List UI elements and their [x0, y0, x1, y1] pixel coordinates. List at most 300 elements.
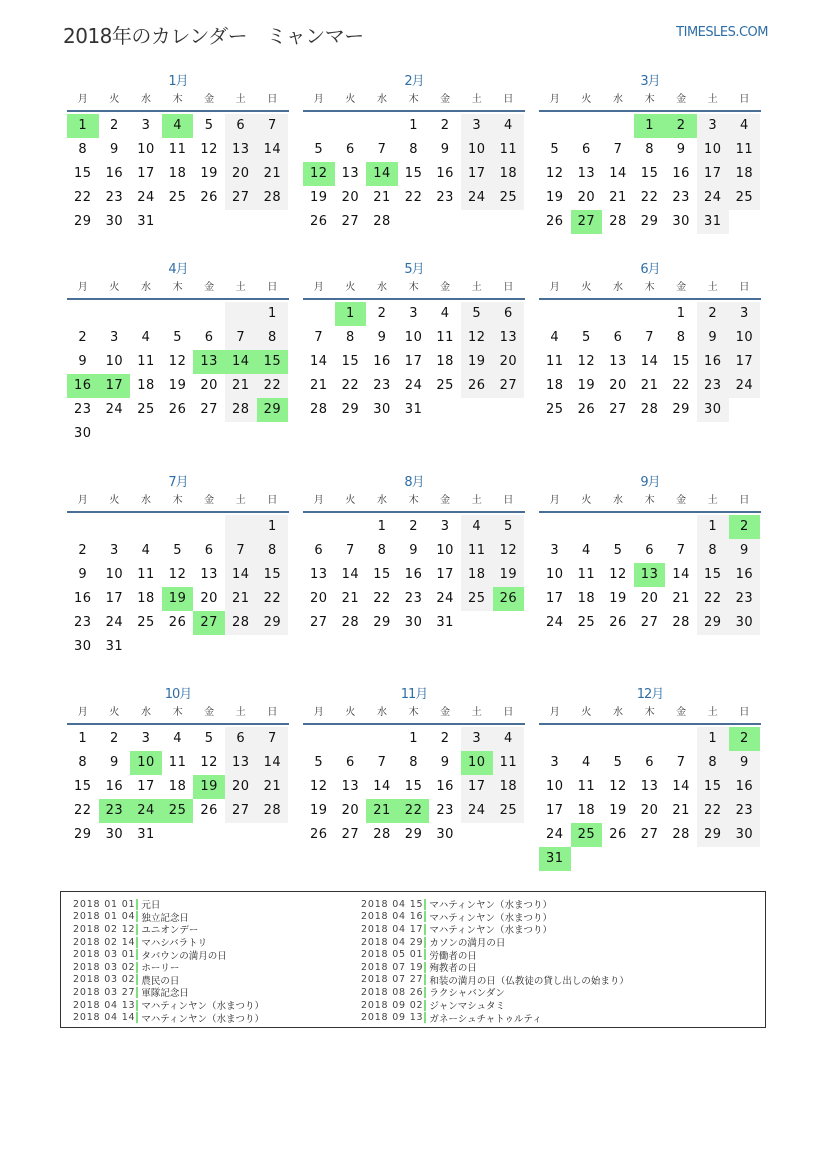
holiday-date: 2018 04 13	[73, 999, 136, 1011]
holiday-marker	[136, 987, 138, 998]
weekday-label: 木	[644, 282, 655, 293]
day-cell: 8	[409, 755, 418, 770]
day-grid	[67, 114, 289, 234]
holiday-marker	[136, 899, 138, 910]
empty-cell	[571, 302, 603, 326]
month-1	[67, 73, 289, 234]
day-cell: 6	[225, 727, 257, 751]
holiday-day-cell: 13	[193, 350, 225, 374]
holiday-row	[73, 923, 264, 936]
day-cell: 15	[341, 354, 360, 369]
header-divider	[303, 110, 525, 112]
header-divider	[539, 298, 761, 300]
day-cell: 28	[341, 615, 360, 630]
day-cell: 25	[137, 402, 155, 417]
day-cell: 23	[672, 190, 690, 205]
day-grid	[539, 114, 761, 234]
day-cell: 27	[200, 402, 218, 417]
month-2	[303, 73, 525, 234]
day-cell: 20	[577, 190, 596, 205]
day-cell: 8	[377, 543, 387, 558]
weekday-label: 水	[612, 282, 623, 293]
weekday-label: 水	[612, 707, 623, 718]
day-cell: 8	[346, 330, 355, 345]
day-cell: 13	[640, 779, 659, 794]
day-grid	[67, 515, 289, 659]
day-cell: 16	[697, 350, 729, 374]
day-cell: 17	[137, 166, 155, 181]
weekday-label: 土	[235, 282, 246, 293]
day-cell: 29	[373, 615, 391, 630]
day-cell: 9	[440, 142, 450, 157]
month-3	[539, 73, 761, 234]
day-cell: 28	[672, 827, 690, 842]
month-6	[539, 261, 761, 422]
day-cell: 27	[225, 799, 257, 823]
holiday-date: 2018 01 01	[73, 898, 136, 910]
day-cell: 6	[225, 114, 257, 138]
day-cell: 13	[577, 166, 596, 181]
weekday-label: 水	[376, 707, 387, 718]
day-cell: 26	[200, 803, 218, 818]
day-cell: 12	[200, 142, 218, 157]
empty-cell	[335, 727, 367, 751]
weekday-label: 水	[140, 282, 151, 293]
weekday-label: 月	[313, 282, 324, 293]
holiday-date: 2018 04 14	[73, 1012, 136, 1024]
day-cell: 16	[729, 563, 761, 587]
empty-cell	[571, 114, 603, 138]
month-name: 11月	[400, 687, 428, 702]
weekday-label: 木	[172, 94, 183, 105]
weekday-label: 月	[77, 707, 88, 718]
day-cell: 6	[493, 302, 525, 326]
day-cell: 9	[377, 330, 387, 345]
day-cell: 15	[640, 166, 659, 181]
weekday-label: 月	[313, 707, 324, 718]
day-cell: 19	[577, 378, 596, 393]
day-cell: 24	[461, 799, 493, 823]
day-cell: 8	[697, 751, 729, 775]
holiday-day-cell: 4	[162, 114, 194, 138]
day-cell: 20	[225, 162, 257, 186]
month-name: 8月	[404, 475, 424, 490]
day-cell: 21	[672, 591, 690, 606]
day-cell: 18	[493, 162, 525, 186]
weekday-label: 金	[676, 707, 687, 718]
holiday-row	[361, 986, 629, 999]
day-cell: 6	[204, 330, 214, 345]
day-cell: 30	[105, 827, 124, 842]
weekday-header	[303, 279, 525, 297]
holiday-name: マハティンヤン（水まつり）	[429, 925, 552, 937]
month-name: 9月	[640, 475, 660, 490]
day-cell: 21	[672, 803, 690, 818]
weekday-header	[303, 492, 525, 510]
day-grid	[67, 302, 289, 446]
day-cell: 26	[310, 214, 328, 229]
day-cell: 9	[409, 543, 418, 558]
day-cell: 20	[640, 591, 659, 606]
day-cell: 6	[314, 543, 324, 558]
day-grid	[539, 727, 761, 871]
day-cell: 23	[74, 615, 92, 630]
holiday-marker	[136, 949, 138, 960]
day-cell: 24	[137, 190, 155, 205]
day-cell: 4	[141, 543, 151, 558]
holiday-row	[361, 1011, 629, 1024]
day-cell: 16	[404, 567, 423, 582]
day-cell: 11	[436, 330, 454, 345]
day-cell: 28	[310, 402, 328, 417]
day-cell: 20	[200, 591, 218, 606]
weekday-label: 月	[77, 495, 88, 506]
site-logo[interactable]: TIMESLES.COM	[676, 25, 768, 40]
weekday-label: 火	[109, 707, 120, 718]
weekday-label: 月	[313, 94, 324, 105]
holiday-marker	[136, 962, 138, 973]
day-cell: 26	[200, 190, 218, 205]
holiday-row	[73, 961, 264, 974]
day-cell: 3	[409, 306, 418, 321]
holiday-row	[73, 974, 264, 987]
day-cell: 13	[341, 779, 360, 794]
day-cell: 28	[257, 186, 289, 210]
day-cell: 22	[74, 803, 92, 818]
day-cell: 14	[257, 751, 289, 775]
day-cell: 4	[582, 543, 591, 558]
day-cell: 29	[257, 611, 289, 635]
empty-cell	[130, 515, 162, 539]
month-name: 7月	[168, 475, 188, 490]
day-cell: 9	[78, 567, 88, 582]
weekday-label: 金	[440, 707, 451, 718]
holiday-date: 2018 03 02	[73, 961, 136, 973]
day-cell: 30	[404, 615, 423, 630]
weekday-label: 月	[549, 495, 560, 506]
day-cell: 12	[546, 166, 564, 181]
weekday-label: 土	[707, 94, 718, 105]
holiday-day-cell: 15	[257, 350, 289, 374]
month-11	[303, 686, 525, 847]
day-cell: 1	[78, 731, 88, 746]
day-cell: 4	[493, 727, 525, 751]
day-grid	[539, 515, 761, 635]
holiday-name: ガネーシュチャトゥルティ	[429, 1013, 542, 1025]
holiday-day-cell: 27	[193, 611, 225, 635]
day-cell: 3	[110, 543, 119, 558]
day-cell: 29	[640, 214, 659, 229]
day-cell: 3	[461, 114, 493, 138]
weekday-label: 火	[345, 707, 356, 718]
day-cell: 9	[676, 142, 686, 157]
weekday-header	[67, 704, 289, 722]
day-cell: 22	[373, 591, 391, 606]
weekday-label: 火	[109, 94, 120, 105]
day-cell: 19	[461, 350, 493, 374]
day-cell: 19	[609, 803, 627, 818]
day-cell: 26	[461, 374, 493, 398]
holiday-day-cell: 25	[571, 823, 603, 847]
month-name: 6月	[640, 262, 660, 277]
weekday-label: 土	[235, 94, 246, 105]
day-cell: 30	[105, 214, 124, 229]
day-cell: 5	[173, 543, 182, 558]
weekday-label: 日	[503, 495, 514, 506]
holiday-name: マハシバラトリ	[141, 938, 208, 950]
holiday-name: マハティンヤン（水まつり）	[429, 912, 552, 924]
day-cell: 19	[310, 803, 328, 818]
day-cell: 17	[546, 803, 564, 818]
day-cell: 23	[74, 402, 92, 417]
day-cell: 20	[341, 190, 360, 205]
day-cell: 15	[74, 166, 92, 181]
day-cell: 21	[257, 162, 289, 186]
day-cell: 14	[640, 354, 659, 369]
day-cell: 13	[493, 326, 525, 350]
day-cell: 1	[697, 515, 729, 539]
day-cell: 11	[168, 142, 187, 157]
weekday-label: 日	[267, 94, 278, 105]
day-cell: 18	[546, 378, 564, 393]
day-cell: 1	[676, 306, 686, 321]
day-grid	[303, 727, 525, 847]
day-cell: 25	[729, 186, 761, 210]
month-5	[303, 261, 525, 422]
day-cell: 31	[697, 210, 729, 234]
day-cell: 5	[613, 755, 623, 770]
weekday-label: 日	[503, 94, 514, 105]
day-cell: 27	[493, 374, 525, 398]
day-cell: 30	[373, 402, 391, 417]
day-cell: 30	[74, 426, 92, 441]
holiday-name: 軍隊記念日	[141, 988, 189, 1000]
empty-cell	[571, 515, 603, 539]
day-cell: 1	[697, 727, 729, 751]
holiday-name: 和装の満月の日（仏教徒の貸し出しの始まり）	[429, 975, 629, 987]
weekday-header	[67, 492, 289, 510]
day-cell: 7	[676, 755, 686, 770]
day-cell: 10	[436, 543, 454, 558]
day-cell: 23	[373, 378, 391, 393]
day-cell: 14	[310, 354, 328, 369]
day-cell: 29	[341, 402, 360, 417]
day-cell: 4	[729, 114, 761, 138]
day-cell: 10	[461, 138, 493, 162]
month-8	[303, 474, 525, 635]
day-cell: 8	[409, 142, 418, 157]
weekday-label: 土	[471, 94, 482, 105]
day-cell: 10	[105, 567, 124, 582]
day-cell: 8	[676, 330, 686, 345]
day-cell: 8	[257, 539, 289, 563]
day-cell: 7	[613, 142, 623, 157]
empty-cell	[225, 302, 257, 326]
day-cell: 12	[168, 567, 187, 582]
day-cell: 21	[225, 374, 257, 398]
day-cell: 24	[546, 615, 564, 630]
day-cell: 11	[546, 354, 564, 369]
day-cell: 5	[204, 731, 214, 746]
header-divider	[67, 110, 289, 112]
weekday-label: 金	[676, 94, 687, 105]
holiday-row	[361, 961, 629, 974]
weekday-label: 水	[612, 495, 623, 506]
day-cell: 5	[582, 330, 591, 345]
day-cell: 11	[137, 567, 155, 582]
day-cell: 15	[257, 563, 289, 587]
day-cell: 29	[672, 402, 690, 417]
weekday-header	[303, 704, 525, 722]
day-cell: 13	[341, 166, 360, 181]
weekday-label: 土	[471, 707, 482, 718]
day-cell: 4	[493, 114, 525, 138]
weekday-label: 火	[345, 282, 356, 293]
weekday-label: 水	[140, 495, 151, 506]
day-cell: 28	[640, 402, 659, 417]
day-cell: 2	[409, 519, 418, 534]
weekday-label: 月	[549, 282, 560, 293]
day-cell: 12	[609, 779, 627, 794]
day-cell: 7	[377, 142, 387, 157]
day-cell: 21	[225, 587, 257, 611]
holiday-marker	[424, 974, 426, 985]
holiday-name: ラクシャバンダン	[429, 988, 505, 1000]
day-cell: 15	[672, 354, 690, 369]
day-cell: 31	[105, 639, 124, 654]
day-cell: 26	[168, 615, 187, 630]
day-cell: 9	[729, 539, 761, 563]
day-cell: 14	[373, 779, 391, 794]
holiday-marker	[136, 937, 138, 948]
empty-cell	[634, 515, 666, 539]
weekday-label: 金	[204, 707, 215, 718]
day-cell: 29	[697, 611, 729, 635]
day-cell: 20	[609, 378, 627, 393]
day-cell: 15	[404, 166, 423, 181]
empty-cell	[602, 515, 634, 539]
weekday-label: 金	[676, 495, 687, 506]
header-divider	[303, 723, 525, 725]
day-grid	[67, 727, 289, 847]
holiday-name: カソンの満月の日	[429, 938, 506, 950]
weekday-label: 木	[408, 495, 419, 506]
day-cell: 26	[168, 402, 187, 417]
day-cell: 11	[577, 779, 596, 794]
empty-cell	[539, 727, 571, 751]
weekday-label: 月	[77, 282, 88, 293]
day-cell: 26	[310, 827, 328, 842]
day-cell: 31	[436, 615, 454, 630]
day-cell: 22	[640, 190, 659, 205]
weekday-label: 木	[408, 282, 419, 293]
empty-cell	[67, 515, 99, 539]
day-cell: 21	[310, 378, 328, 393]
weekday-label: 金	[440, 94, 451, 105]
day-cell: 29	[404, 827, 423, 842]
day-cell: 30	[436, 827, 454, 842]
day-cell: 23	[729, 587, 761, 611]
weekday-label: 水	[376, 94, 387, 105]
day-cell: 11	[137, 354, 155, 369]
weekday-label: 火	[345, 495, 356, 506]
holiday-marker	[424, 1000, 426, 1011]
day-cell: 25	[546, 402, 564, 417]
month-12	[539, 686, 761, 871]
header-divider	[539, 723, 761, 725]
day-cell: 4	[461, 515, 493, 539]
weekday-label: 土	[235, 495, 246, 506]
day-cell: 26	[609, 827, 627, 842]
day-cell: 18	[137, 378, 155, 393]
weekday-label: 金	[676, 282, 687, 293]
empty-cell	[634, 302, 666, 326]
day-cell: 16	[436, 779, 454, 794]
day-cell: 27	[225, 186, 257, 210]
holiday-day-cell: 23	[99, 799, 131, 823]
weekday-label: 木	[172, 282, 183, 293]
holiday-list	[60, 891, 766, 1028]
day-cell: 3	[461, 727, 493, 751]
day-cell: 4	[550, 330, 560, 345]
holiday-day-cell: 14	[225, 350, 257, 374]
day-cell: 20	[200, 378, 218, 393]
weekday-label: 火	[581, 707, 592, 718]
empty-cell	[130, 302, 162, 326]
month-name: 5月	[404, 262, 424, 277]
day-cell: 15	[74, 779, 92, 794]
day-cell: 25	[168, 190, 187, 205]
weekday-label: 火	[581, 282, 592, 293]
day-cell: 11	[729, 138, 761, 162]
holiday-name: ホーリー	[141, 963, 180, 975]
day-cell: 24	[105, 402, 124, 417]
empty-cell	[539, 515, 571, 539]
holiday-day-cell: 16	[67, 374, 99, 398]
day-cell: 25	[137, 615, 155, 630]
holiday-day-cell: 2	[729, 727, 761, 751]
weekday-label: 土	[471, 495, 482, 506]
day-cell: 23	[436, 803, 454, 818]
day-cell: 11	[493, 138, 525, 162]
day-cell: 10	[105, 354, 124, 369]
holiday-date: 2018 09 02	[361, 999, 424, 1011]
day-cell: 29	[74, 827, 92, 842]
day-cell: 22	[672, 378, 690, 393]
holiday-day-cell: 19	[162, 587, 194, 611]
day-cell: 22	[257, 374, 289, 398]
day-cell: 3	[550, 755, 560, 770]
day-cell: 17	[546, 591, 564, 606]
day-cell: 21	[373, 190, 391, 205]
weekday-label: 水	[376, 282, 387, 293]
day-cell: 19	[310, 190, 328, 205]
day-cell: 6	[582, 142, 591, 157]
empty-cell	[634, 727, 666, 751]
weekday-header	[67, 279, 289, 297]
day-cell: 12	[200, 755, 218, 770]
day-cell: 18	[493, 775, 525, 799]
holiday-row	[361, 923, 629, 936]
day-cell: 14	[609, 166, 627, 181]
day-cell: 7	[257, 727, 289, 751]
day-cell: 16	[729, 775, 761, 799]
weekday-header	[539, 704, 761, 722]
day-cell: 9	[110, 755, 119, 770]
day-cell: 2	[440, 731, 450, 746]
day-cell: 5	[493, 515, 525, 539]
day-cell: 11	[461, 539, 493, 563]
